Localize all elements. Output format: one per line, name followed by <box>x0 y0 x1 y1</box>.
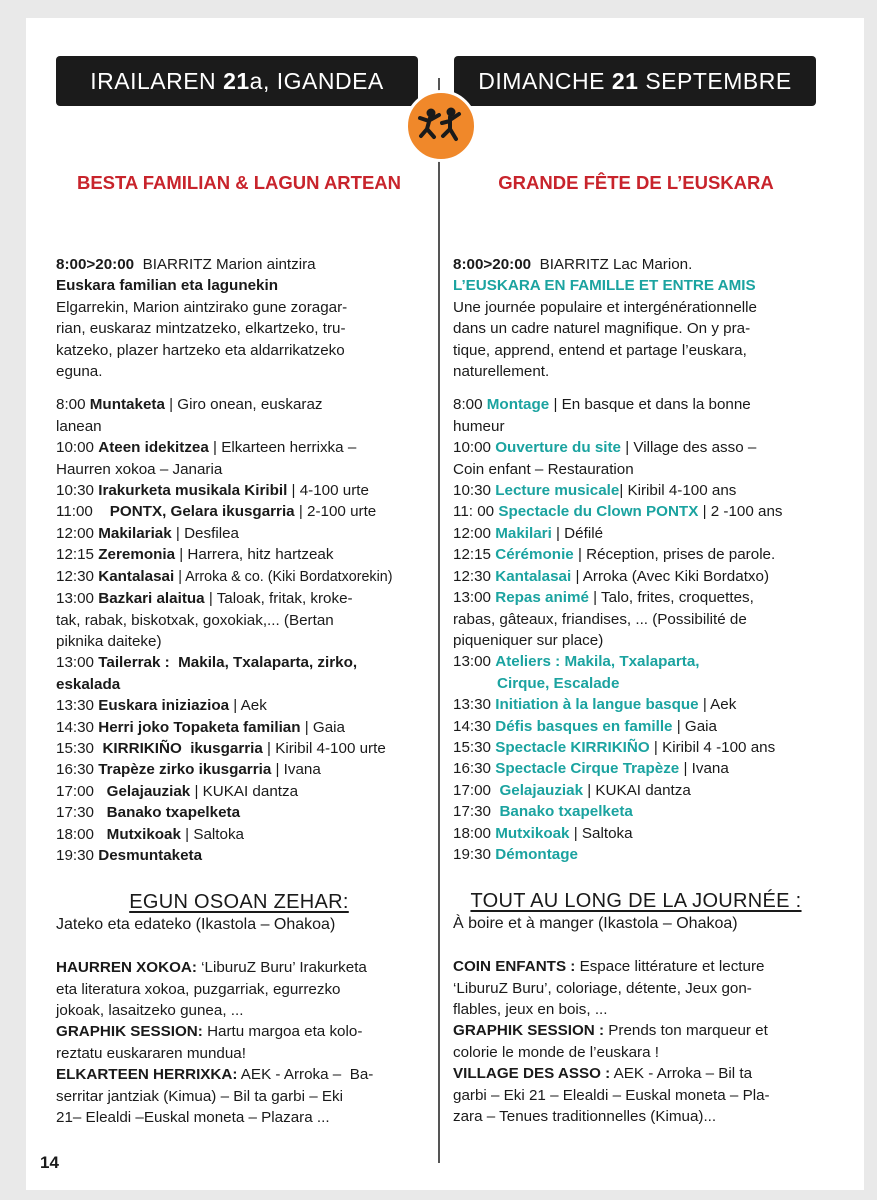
extra-block: GRAPHIK SESSION: Hartu margoa eta kolo- reztatu euskararen mundua! <box>56 1023 363 1062</box>
schedule-list <box>453 394 819 865</box>
extra-block: VILLAGE DES ASSO : AEK - Arroka – Bil ta garbi – Eki 21 – Elealdi – Euskal moneta – Pla- zara – Tenues traditionnelles (Kimua)... <box>453 1065 770 1126</box>
schedule-item: 18:00 Mutxikoak | Saltoka <box>56 825 244 843</box>
schedule-item-cont: tak, rabak, biskotxak, goxokiak,... (Bertan <box>56 611 334 629</box>
schedule-item: 17:00 Gelajauziak | KUKAI dantza <box>453 781 691 799</box>
page <box>26 18 864 1190</box>
festival-title-basque: BESTA FAMILIAN & LAGUN ARTEAN <box>76 172 402 193</box>
intro-line: dans un cadre naturel magnifique. On y pra- <box>453 320 751 338</box>
schedule-item: 12:00 Makilariak | Desfilea <box>56 524 239 542</box>
intro-line: katzeko, plazer hartzeko eta aldarrikatzeko <box>56 341 345 359</box>
schedule-item-cont: eskalada <box>56 675 121 693</box>
schedule-item: 10:00 Ouverture du site | Village des asso – <box>453 439 757 457</box>
intro-description <box>56 297 422 383</box>
intro-description <box>453 297 819 383</box>
schedule-item: 12:30 Kantalasai | Arroka (Avec Kiki Bordatxo) <box>453 567 770 585</box>
schedule-item: 18:00 Mutxikoak | Saltoka <box>453 824 633 842</box>
schedule-item: 12:00 Makilari | Défilé <box>453 524 604 542</box>
schedule-item: 8:00 Muntaketa | Giro onean, euskaraz <box>56 396 323 414</box>
intro-line: rian, euskaraz mintzatzeko, elkartzeko, tru- <box>56 320 346 338</box>
schedule-item: 11:00 PONTX, Gelara ikusgarria | 2-100 urte <box>56 503 377 521</box>
column-divider <box>438 78 440 1163</box>
header-right-post: SEPTEMBRE <box>638 67 792 94</box>
schedule-item-cont: rabas, gâteaux, friandises, ... (Possibilité de <box>453 610 747 628</box>
schedule-item: 16:30 Spectacle Cirque Trapèze | Ivana <box>453 760 729 778</box>
schedule-item: 13:00 Tailerrak : Makila, Txalaparta, zirko, <box>56 654 358 672</box>
header-left-pre: IRAILAREN <box>90 67 224 94</box>
header-banner-french <box>454 56 816 106</box>
schedule-item: 14:30 Défis basques en famille | Gaia <box>453 717 717 735</box>
festival-title-french: GRANDE FÊTE DE L’EUSKARA <box>498 172 774 193</box>
schedule-item-cont: humeur <box>453 417 505 435</box>
schedule-item: 13:00 Bazkari alaitua | Taloak, fritak, kroke- <box>56 590 353 608</box>
intro-heading: Euskara familian eta lagunekin <box>56 277 278 295</box>
intro-line: eguna. <box>56 363 103 381</box>
intro-line: naturellement. <box>453 363 550 381</box>
schedule-item: 19:30 Desmuntaketa <box>56 846 203 864</box>
schedule-item-cont: Cirque, Escalade <box>497 674 620 692</box>
extra-block: COIN ENFANTS : Espace littérature et lecture ‘LiburuZ Buru’, coloriage, détente, Jeux gon- flables, jeux en bois, ... <box>453 958 765 1018</box>
schedule-item: 17:30 Banako txapelketa <box>453 803 633 821</box>
schedule-item: 13:00 Repas animé | Talo, frites, croquettes, <box>453 589 754 607</box>
intro-line: Une journée populaire et intergénérationnelle <box>453 298 757 316</box>
schedule-item: 19:30 Démontage <box>453 845 578 863</box>
schedule-item: 14:30 Herri joko Topaketa familian | Gaia <box>56 718 345 736</box>
schedule-item: 13:30 Euskara iniziazioa | Aek <box>56 697 267 715</box>
all-day-subtitle: Jateko eta edateko (Ikastola – Ohakoa) <box>56 915 336 933</box>
basque-column <box>56 168 422 1128</box>
intro-time: 8:00>20:00 <box>56 256 135 273</box>
all-day-subtitle: À boire et à manger (Ikastola – Ohakoa) <box>453 914 738 932</box>
schedule-item-cont: piqueniquer sur place) <box>453 631 604 649</box>
all-day-title: TOUT AU LONG DE LA JOURNÉE : <box>470 890 802 913</box>
schedule-item: 15:30 Spectacle KIRRIKIÑO | Kiribil 4 -100 ans <box>453 738 776 756</box>
intro-place: BIARRITZ Marion aintzira <box>142 256 316 273</box>
schedule-list <box>56 394 422 866</box>
intro-time-place <box>56 254 422 275</box>
schedule-item: 10:30 Irakurketa musikala Kiribil | 4-100 urte <box>56 482 369 500</box>
schedule-item-cont: piknika daiteke) <box>56 632 162 650</box>
intro-place: BIARRITZ Lac Marion. <box>539 256 693 273</box>
schedule-item: 11: 00 Spectacle du Clown PONTX | 2 -100 ans <box>453 503 783 521</box>
dancing-people-icon <box>405 90 477 162</box>
header-left-num: 21 <box>223 67 250 94</box>
all-day-title: EGUN OSOAN ZEHAR: <box>129 891 349 914</box>
schedule-item: 13:00 Ateliers : Makila, Txalaparta, <box>453 653 700 671</box>
schedule-item-cont: Coin enfant – Restauration <box>453 460 634 478</box>
header-right-num: 21 <box>611 67 639 94</box>
extra-block: HAURREN XOKOA: ‘LiburuZ Buru’ Irakurketa eta literatura xokoa, puzgarriak, egurrezko jokoak, lasaitzeko gunea, ... <box>56 959 367 1019</box>
schedule-item: 12:15 Cérémonie | Réception, prises de parole. <box>453 546 776 564</box>
header-banner-basque <box>56 56 418 106</box>
intro-time-place <box>453 254 819 275</box>
schedule-item: 15:30 KIRRIKIÑO ikusgarria | Kiribil 4-100 urte <box>56 739 386 757</box>
schedule-item: 10:30 Lecture musicale| Kiribil 4-100 ans <box>453 482 737 500</box>
extra-block: GRAPHIK SESSION : Prends ton marqueur et colorie le monde de l’euskara ! <box>453 1022 768 1061</box>
header-left-post: a, IGANDEA <box>249 67 384 94</box>
extra-block: ELKARTEEN HERRIXKA: AEK - Arroka – Ba- serritar jantziak (Kimua) – Bil ta garbi – Eki 21– Elealdi –Euskal moneta – Plazara ... <box>56 1066 374 1127</box>
header-right-pre: DIMANCHE <box>478 67 612 94</box>
schedule-item: 17:00 Gelajauziak | KUKAI dantza <box>56 782 299 800</box>
french-column <box>453 168 819 1127</box>
schedule-item: 12:15 Zeremonia | Harrera, hitz hartzeak <box>56 546 334 564</box>
schedule-item-cont: lanean <box>56 417 102 435</box>
schedule-item-cont: Haurren xokoa – Janaria <box>56 460 223 478</box>
intro-heading: L’EUSKARA EN FAMILLE ET ENTRE AMIS <box>453 277 756 295</box>
schedule-item: 8:00 Montage | En basque et dans la bonne <box>453 396 751 414</box>
schedule-item: 10:00 Ateen idekitzea | Elkarteen herrixka – <box>56 439 357 457</box>
page-number: 14 <box>40 1153 59 1172</box>
schedule-item: 17:30 Banako txapelketa <box>56 804 241 822</box>
intro-time: 8:00>20:00 <box>453 256 532 273</box>
schedule-item: 13:30 Initiation à la langue basque | Aek <box>453 696 737 714</box>
schedule-item: 16:30 Trapèze zirko ikusgarria | Ivana <box>56 761 321 779</box>
intro-line: Elgarrekin, Marion aintzirako gune zoragar- <box>56 298 348 316</box>
intro-line: tique, apprend, entend et partage l’euskara, <box>453 341 747 359</box>
schedule-item: 12:30 Kantalasai | Arroka & co. (Kiki Bordatxorekin) <box>56 567 393 585</box>
